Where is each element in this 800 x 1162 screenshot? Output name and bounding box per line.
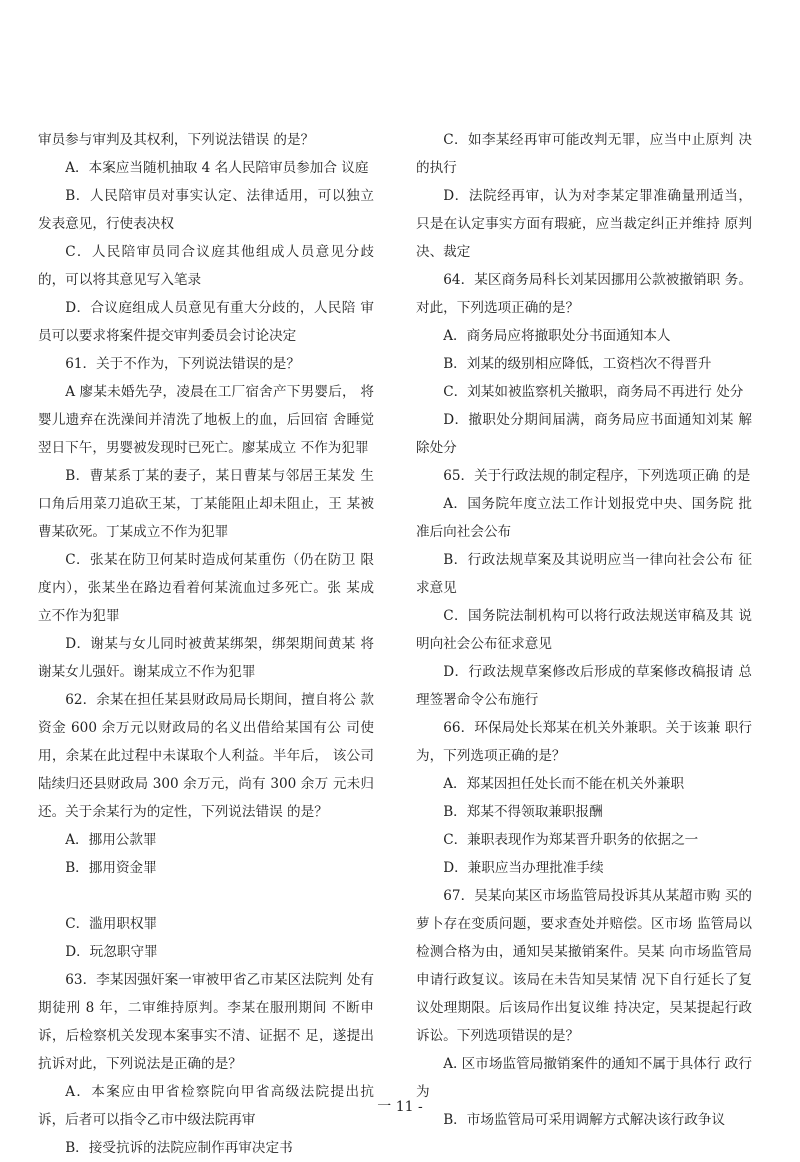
paragraph: B．刘某的级别相应降低，工资档次不得晋升 (443, 356, 712, 372)
paragraph: C．张某在防卫何某时造成何某重伤（仍在防卫 限度内），张某坐在路边看着何某流血过多死亡。张 某成立不作为犯罪 (38, 552, 374, 624)
paragraph: D．行政法规草案修改后形成的草案修改稿报请 总理签署命令公布施行 (416, 664, 752, 708)
paragraph: A 廖某未婚先孕，凌晨在工厂宿舍产下男婴后， 将婴儿遗弃在洗澡间并清洗了地板上的血，后回宿 舍睡觉翌日下午，男婴被发现时已死亡。廖某成立 不作为犯罪 (38, 384, 374, 456)
paragraph: B．挪用资金罪 (65, 860, 157, 876)
paragraph: A．本案应当随机抽取 4 名人民陪审员参加合 议庭 (65, 160, 369, 176)
paragraph: D．兼职应当办理批准手续 (443, 860, 604, 876)
paragraph: C．刘某如被监察机关撤职，商务局不再进行 处分 (443, 384, 744, 400)
paragraph: 66．环保局处长郑某在机关外兼职。关于该兼 职行为，下列选项正确的是？ (416, 720, 752, 764)
left-column (38, 126, 374, 1162)
paragraph: B．市场监管局可采用调解方式解决该行政争议 (443, 1112, 726, 1128)
paragraph: B．接受抗诉的法院应制作再审决定书 (65, 1140, 293, 1156)
paragraph: A. 区市场监管局撤销案件的通知不属于具体行 政行为 (416, 1056, 752, 1100)
paragraph: A．商务局应将撤职处分书面通知本人 (443, 328, 671, 344)
paragraph: A．郑某因担任处长而不能在机关外兼职 (443, 776, 685, 792)
paragraph: D．法院经再审，认为对李某定罪准确量刑适当，只是在认定事实方面有瑕疵，应当裁定纠正并维持 原判决、裁定 (416, 188, 752, 260)
paragraph: D．玩忽职守罪 (65, 944, 158, 960)
paragraph: 64．某区商务局科长刘某因挪用公款被撤销职 务。对此，下列选项正确的是？ (416, 272, 752, 316)
page-number: 一 11 - (377, 1099, 423, 1115)
paragraph: B．人民陪审员对事实认定、法律适用，可以独立发表意见，行使表决权 (38, 188, 374, 232)
right-column (416, 126, 752, 1134)
paragraph: 63．李某因强奸案一审被甲省乙市某区法院判 处有期徒刑 8 年，二审维持原判。李某在服刑期间 不断申诉，后检察机关发现本案事实不清、证据不 足，遂提出抗诉对此，下列说法是正确的是？ (38, 972, 374, 1072)
paragraph: C．如李某经再审可能改判无罪，应当中止原判 决的执行 (416, 132, 752, 176)
paragraph: B．行政法规草案及其说明应当一律向社会公布 征求意见 (416, 552, 752, 596)
paragraph: 61．关于不作为，下列说法错误的是？ (65, 356, 300, 372)
paragraph: D．撤职处分期间届满，商务局应书面通知刘某 解除处分 (416, 412, 752, 456)
paragraph: 审员参与审判及其权利，下列说法错误 的是？ (38, 132, 315, 148)
paragraph: C．国务院法制机构可以将行政法规送审稿及其 说明向社会公布征求意见 (416, 608, 752, 652)
paragraph: A．本案应由甲省检察院向甲省高级法院提出抗 诉，后者可以指令乙市中级法院再审 (38, 1084, 374, 1128)
paragraph: 65．关于行政法规的制定程序，下列选项正确 的是 (443, 468, 751, 484)
paragraph: C．兼职表现作为郑某晋升职务的依据之一 (443, 832, 699, 848)
paragraph: 62．余某在担任某县财政局局长期间，擅自将公 款资金 600 余万元以财政局的名义出借给某国有公 司使用，余某在此过程中未谋取个人利益。半年后， 该公司陆续归还县财政局 300 余万元，尚有 300 余万 元未归还。关于余某行为的定性，下列说法错误 的是？ (38, 692, 374, 820)
paragraph: B．曹某系丁某的妻子，某日曹某与邻居王某发 生口角后用菜刀追砍王某，丁某能阻止却未阻止，王 某被曹某砍死。丁某成立不作为犯罪 (38, 468, 374, 540)
spacer (38, 882, 374, 910)
paragraph: C．人民陪审员同合议庭其他组成人员意见分歧 的，可以将其意见写入笔录 (38, 244, 374, 288)
paragraph: A．挪用公款罪 (65, 832, 157, 848)
paragraph: A．国务院年度立法工作计划报党中央、国务院 批准后向社会公布 (416, 496, 752, 540)
paragraph: D．谢某与女儿同时被黄某绑架，绑架期间黄某 将谢某女儿强奸。谢某成立不作为犯罪 (38, 636, 374, 680)
paragraph: 67．吴某向某区市场监管局投诉其从某超市购 买的萝卜存在变质问题，要求查处并赔偿。区市场 监管局以检测合格为由，通知吴某撤销案件。吴某 向市场监管局申请行政复议。该局在未告知吴某情 况下自行延长了复议处理期限。后该局作出复议维 持决定，吴某提起行政诉讼。下列选项错误的是？ (416, 888, 752, 1044)
paragraph: C．滥用职权罪 (65, 916, 158, 932)
paragraph: D．合议庭组成人员意见有重大分歧的，人民陪 审员可以要求将案件提交审判委员会讨论决定 (38, 300, 374, 344)
paragraph: B．郑某不得领取兼职报酬 (443, 804, 603, 820)
